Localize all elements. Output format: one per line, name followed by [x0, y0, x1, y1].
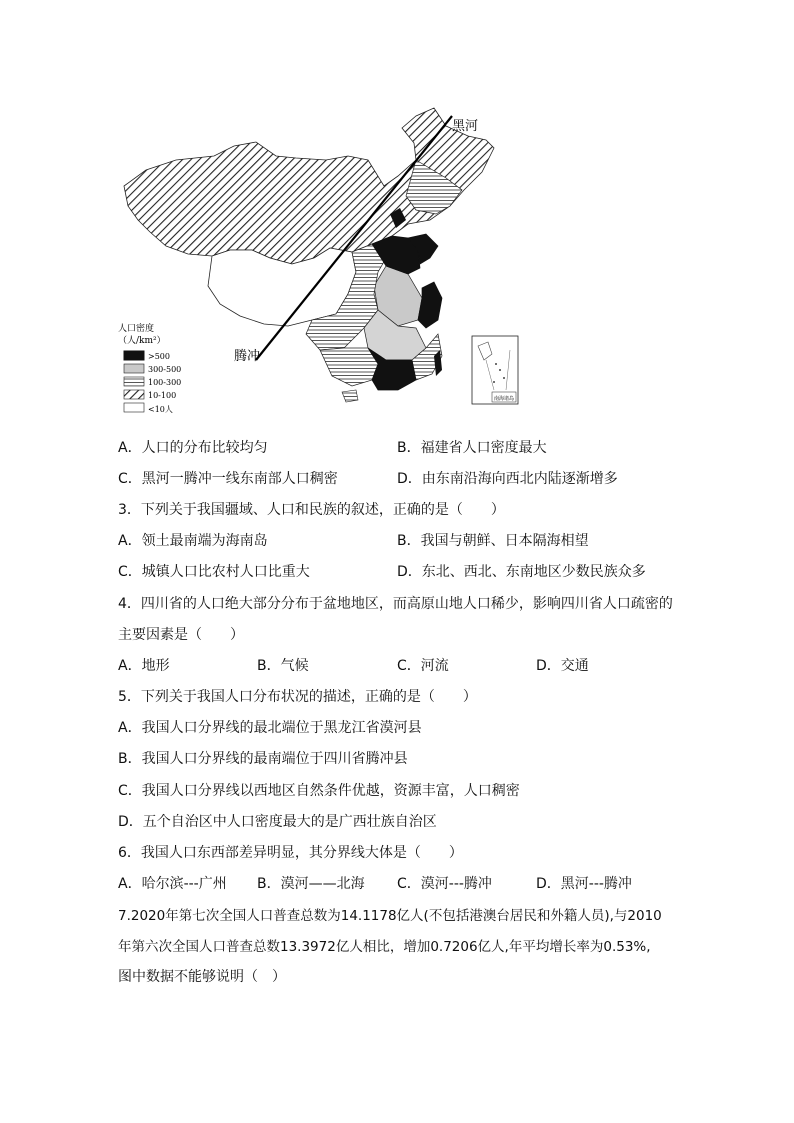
q4-option-d: D．交通 [536, 658, 589, 674]
q4-option-b: B．气候 [257, 658, 309, 674]
q3-option-a: A．领土最南端为海南岛 [118, 533, 268, 549]
q4-stem-line1: 4．四川省的人口绝大部分分布于盆地地区，而高原山地人口稀少，影响四川省人口疏密的 [118, 596, 673, 612]
q2-option-b: B．福建省人口密度最大 [397, 440, 547, 456]
q4-stem-line2: 主要因素是（ ） [118, 627, 244, 643]
legend-title: 人口密度 [118, 324, 155, 334]
q3-option-b: B．我国与朝鲜、日本隔海相望 [397, 533, 589, 549]
tengchong-label: 腾冲 [234, 349, 261, 364]
legend-swatch-grey [124, 364, 144, 373]
legend-swatch-horizontal [124, 377, 144, 386]
region-east-black [418, 282, 442, 328]
q5-option-d: D．五个自治区中人口密度最大的是广西壮族自治区 [118, 814, 437, 830]
q5-option-b: B．我国人口分界线的最南端位于四川省腾冲县 [118, 751, 408, 767]
legend-item-1: >500 [148, 352, 170, 361]
legend-item-4: 10-100 [148, 391, 177, 400]
map-legend [118, 322, 181, 414]
heihe-label: 黑河 [452, 119, 479, 134]
south-china-sea-inset [472, 336, 518, 404]
legend-item-5: <10人 [148, 405, 173, 414]
legend-unit: （人/km²） [118, 336, 166, 346]
legend-swatch-hatched [124, 390, 144, 399]
q4-option-a: A．地形 [118, 658, 170, 674]
q5-option-c: C．我国人口分界线以西地区自然条件优越，资源丰富，人口稠密 [118, 783, 520, 799]
q6-option-c: C．漠河---腾冲 [397, 876, 492, 892]
q3-stem: 3．下列关于我国疆域、人口和民族的叙述，正确的是（ ） [118, 502, 505, 518]
q7-line2: 年第六次全国人口普查总数13.3972亿人相比，增加0.7206亿人,年平均增长率为0.53%, [118, 939, 651, 955]
q4-option-c: C．河流 [397, 658, 449, 674]
legend-item-2: 300-500 [148, 365, 182, 374]
q5-option-a: A．我国人口分界线的最北端位于黑龙江省漠河县 [118, 720, 422, 736]
region-hainan [342, 390, 358, 402]
legend-item-3: 100-300 [148, 378, 182, 387]
legend-swatch-black [124, 351, 144, 360]
q6-stem: 6．我国人口东西部差异明显，其分界线大体是（ ） [118, 845, 463, 861]
q6-option-b: B．漠河——北海 [257, 876, 365, 892]
population-density-map [116, 98, 526, 418]
q7-line1: 7.2020年第七次全国人口普查总数为14.1178亿人(不包括港澳台居民和外籍人员),与2010 [118, 908, 662, 924]
q2-option-a: A．人口的分布比较均匀 [118, 440, 268, 456]
q6-option-d: D．黑河---腾冲 [536, 876, 632, 892]
q7-line3: 图中数据不能够说明（ ） [118, 969, 286, 985]
legend-swatch-white [124, 403, 144, 412]
q3-option-d: D．东北、西北、东南地区少数民族众多 [397, 564, 646, 580]
q3-option-c: C．城镇人口比农村人口比重大 [118, 564, 310, 580]
q5-stem: 5．下列关于我国人口分布状况的描述，正确的是（ ） [118, 689, 477, 705]
inset-label: 南海诸岛 [494, 396, 515, 402]
q2-option-d: D．由东南沿海向西北内陆逐渐增多 [397, 471, 618, 487]
q2-option-c: C．黑河一腾冲一线东南部人口稠密 [118, 471, 338, 487]
q6-option-a: A．哈尔滨---广州 [118, 876, 227, 892]
region-guangxi [320, 348, 378, 386]
